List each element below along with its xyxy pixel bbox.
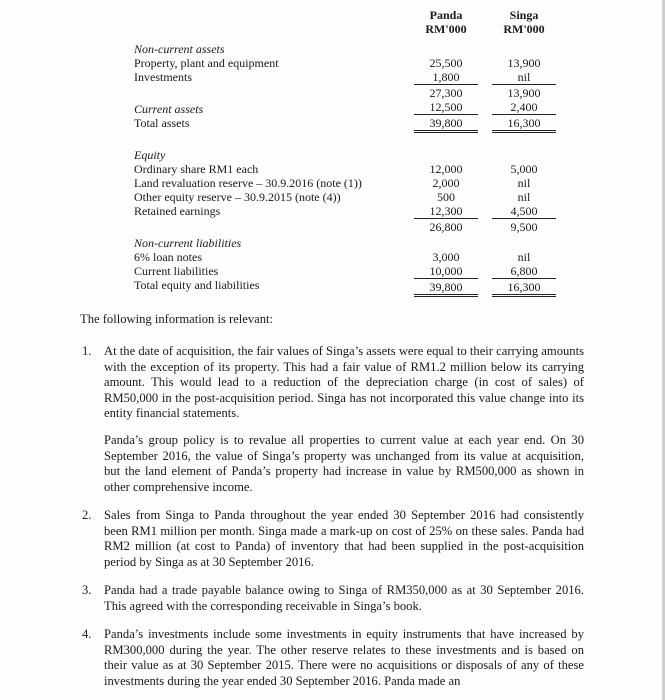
note-3-number: 3.: [82, 583, 92, 597]
panda-other: 500: [437, 190, 455, 204]
singa-land: nil: [517, 176, 531, 190]
other-reserve-label: Other equity reserve – 30.9.2015 (note (4)): [134, 190, 341, 204]
panda-ppe: 25,500: [429, 56, 463, 70]
singa-investments: nil: [492, 70, 556, 85]
singa-total-assets: 16,300: [492, 116, 556, 133]
loan-label: 6% loan notes: [134, 250, 202, 264]
singa-loan: nil: [517, 250, 531, 264]
note-4-text: Panda’s investments include some investments in equity instruments that have increased by RM300,000 during the year. The other reserve relates to these investments and is based on their value as at 30 September 2015. There were no acquisitions or disposals of any of these investments during the year ended 30 September 2016. Panda made an: [104, 627, 584, 688]
ppe-label: Property, plant and equipment: [134, 56, 279, 70]
equity-heading: Equity: [134, 148, 166, 162]
note-2-text: Sales from Singa to Panda throughout the year ended 30 September 2016 had consistently been RM1 million per month. Singa made a mark-up on cost of 25% on these sales. Panda had RM2 million (at cost to Panda) of inventory that had been supplied in the post-acquisition period by Singa as at 30 September 2016.: [104, 508, 584, 569]
singa-ppe: 13,900: [507, 56, 541, 70]
panda-retained: 12,300: [414, 204, 478, 219]
retained-label: Retained earnings: [134, 204, 221, 218]
singa-cl: 6,800: [492, 264, 556, 279]
singa-equity-total: 9,500: [510, 220, 538, 234]
header-singa: Singa RM'000: [503, 8, 545, 36]
note-1-number: 1.: [82, 344, 92, 358]
singa-subtotal: 13,900: [507, 86, 541, 100]
singa-total-el: 16,300: [492, 280, 556, 297]
header-panda: Panda RM'000: [425, 8, 467, 36]
intro-text: The following information is relevant:: [80, 312, 274, 326]
panda-land: 2,000: [432, 176, 460, 190]
panda-equity-total: 26,800: [429, 220, 463, 234]
singa-other: nil: [517, 190, 531, 204]
share-label: Ordinary share RM1 each: [134, 162, 259, 176]
panda-share: 12,000: [429, 162, 463, 176]
singa-current-assets: 2,400: [492, 100, 556, 115]
singa-share: 5,000: [510, 162, 538, 176]
panda-total-el: 39,800: [414, 280, 478, 297]
note-2-number: 2.: [82, 508, 92, 522]
panda-cl: 10,000: [414, 264, 478, 279]
singa-retained: 4,500: [492, 204, 556, 219]
panda-current-assets: 12,500: [414, 100, 478, 115]
note-4-number: 4.: [82, 627, 92, 641]
note-1-continued-text: Panda’s group policy is to revalue all properties to current value at each year end. On 30 September 2016, the value of Singa’s property was unchanged from its value at acquisition, but the land element of Panda’s property had increase in value by RM500,000 as shown in other comprehensive income.: [104, 433, 584, 494]
note-3-text: Panda had a trade payable balance owing to Singa of RM350,000 as at 30 September 2016. This agreed with the corresponding receivable in Singa’s book.: [104, 583, 584, 613]
land-reserve-label: Land revaluation reserve – 30.9.2016 (note (1)): [134, 176, 362, 190]
note-1-text: At the date of acquisition, the fair values of Singa’s assets were equal to their carrying amounts with the exception of its property. This had a fair value of RM1.2 million below its carrying amount. This would lead to a reduction of the depreciation charge (in cost of sales) of RM50,000 in the post-acquisition period. Singa has not incorporated this value change into its entity financial statements.: [104, 344, 584, 420]
investments-label: Investments: [134, 70, 192, 84]
panda-total-assets: 39,800: [414, 116, 478, 133]
current-assets-heading: Current assets: [134, 102, 204, 116]
panda-subtotal: 27,300: [429, 86, 463, 100]
noncurrent-heading: Non-current assets: [134, 42, 225, 56]
panda-investments: 1,800: [414, 70, 478, 85]
total-assets-label: Total assets: [134, 116, 190, 130]
total-el-label: Total equity and liabilities: [134, 278, 260, 292]
ncl-heading: Non-current liabilities: [134, 236, 242, 250]
panda-loan: 3,000: [432, 250, 460, 264]
cl-label: Current liabilities: [134, 264, 219, 278]
